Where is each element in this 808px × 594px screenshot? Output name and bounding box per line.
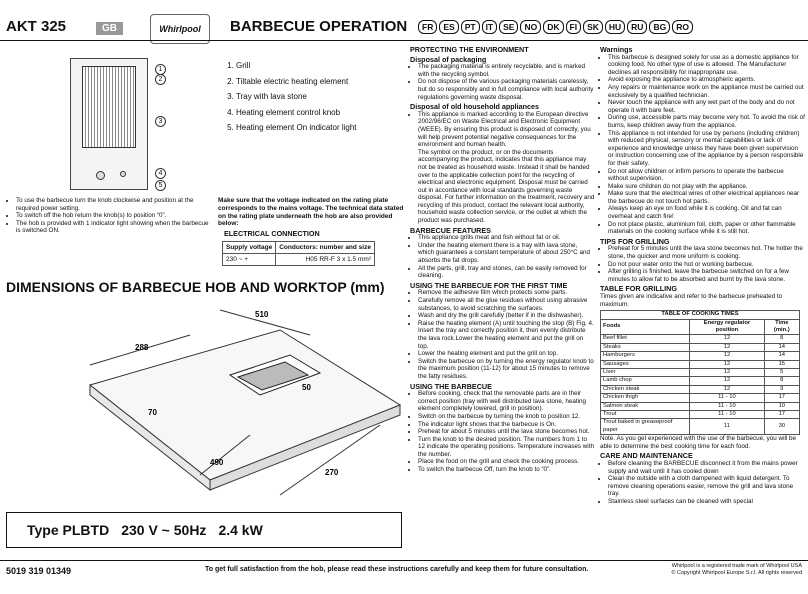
callout-2: 2 bbox=[155, 74, 166, 85]
type-voltage: 230 V ~ 50Hz bbox=[121, 522, 207, 538]
instructions-column-1 bbox=[410, 44, 595, 474]
list-item: • Preheat for about 5 minutes until the lava stone becomes hot. bbox=[418, 428, 595, 436]
table-cell: Steaks bbox=[601, 343, 690, 351]
old-appliances-heading: Disposal of old household appliances bbox=[410, 102, 539, 112]
instructions-column-2 bbox=[600, 44, 805, 506]
table-cell: Sausages bbox=[601, 360, 690, 368]
list-item: • Never touch the appliance with any wet part of the body and do not operate it with bare feet. bbox=[608, 99, 805, 114]
list-item: • Place the food on the grill and check the cooking process. bbox=[418, 458, 595, 466]
list-item: • Switch the barbecue on by turning the energy regulator knob to the maximum position (11-12) for about 15 minutes to remove the fatty residues. bbox=[418, 358, 595, 381]
table-cell: 12 bbox=[690, 352, 764, 360]
dimensions-drawing bbox=[80, 305, 405, 510]
table-row bbox=[601, 335, 800, 343]
list-item: • During use, accessible parts may become very hot. To avoid the risk of burns, keep children away from the appliance. bbox=[608, 114, 805, 129]
list-item: • Any repairs or maintenance work on the appliance must be carried out exclusively by a qualified technician. bbox=[608, 84, 805, 99]
list-item: • The indicator light shows that the barbecue is On. bbox=[418, 421, 595, 429]
list-item: • Avoid exposing the appliance to atmospheric agents. bbox=[608, 76, 805, 84]
type-power: 2.4 kW bbox=[218, 522, 263, 538]
list-item: • This barbecue is designed solely for use as a domestic appliance for cooking food. No other type of use is allowed. The Manufacturer declines all responsibility for inappropriate use. bbox=[608, 54, 805, 77]
table-cell: 12 bbox=[690, 335, 764, 343]
table-cell: 11 - 10 bbox=[690, 394, 764, 402]
conductors-value: H05 RR-F 3 x 1.5 mm² bbox=[276, 254, 375, 266]
language-tag: IT bbox=[482, 20, 498, 34]
language-list bbox=[418, 20, 693, 34]
grill-illustration bbox=[82, 66, 136, 148]
callout-4: 4 bbox=[155, 168, 166, 179]
language-tag: PT bbox=[461, 20, 480, 34]
supply-voltage-header: Supply voltage bbox=[223, 242, 276, 254]
table-cell: 12 bbox=[690, 377, 764, 385]
packaging-heading: Disposal of packaging bbox=[410, 54, 487, 64]
language-badge: GB bbox=[96, 22, 123, 35]
table-cell: Trout baked in greaseproof paper bbox=[601, 419, 690, 435]
list-item: • Make sure that the electrical wires of other electrical appliances near the barbecue do not touch hot parts. bbox=[608, 190, 805, 205]
model-number: AKT 325 bbox=[6, 18, 67, 35]
table-cell: 11 - 10 bbox=[690, 402, 764, 410]
dimensions-title: DIMENSIONS OF BARBECUE HOB AND WORKTOP (mm) bbox=[6, 279, 385, 295]
header-divider bbox=[0, 40, 808, 41]
list-item: 3. Tray with lava stone bbox=[236, 89, 357, 105]
list-item: • Carefully remove all the glue residues without using abrasive substances, to avoid scratching the surfaces. bbox=[418, 297, 595, 312]
electrical-table bbox=[222, 241, 375, 266]
first-use-heading: USING THE BARBECUE FOR THE FIRST TIME bbox=[410, 280, 568, 290]
table-cell: Trout bbox=[601, 411, 690, 419]
table-cell: 12 bbox=[690, 385, 764, 393]
list-item: • Wash and dry the grill carefully (better if in the dishwasher). bbox=[418, 312, 595, 320]
type-box bbox=[6, 512, 402, 548]
env-heading: PROTECTING THE ENVIRONMENT bbox=[410, 45, 529, 54]
table-cell: 11 - 10 bbox=[690, 411, 764, 419]
cooking-table-title: TABLE OF COOKING TIMES bbox=[601, 311, 800, 319]
list-item: 5. Heating element On indicator light bbox=[236, 120, 357, 136]
language-tag: SK bbox=[583, 20, 603, 34]
table-cell: 14 bbox=[764, 352, 799, 360]
supply-voltage-value: 230 ~ + bbox=[223, 254, 276, 266]
table-row bbox=[601, 377, 800, 385]
list-item: • Do not dispose of the various packaging materials carelessly, but do so responsibly and in full compliance with local authority regulations governing waste disposal. bbox=[418, 78, 595, 101]
document-code: 5019 319 01349 bbox=[6, 566, 72, 576]
intro-bullets bbox=[8, 197, 213, 235]
foods-header: Foods bbox=[601, 319, 690, 335]
list-item: • Before cleaning the BARBECUE disconnect it from the mains power supply and wait until it has cooled down bbox=[608, 460, 805, 475]
dim-490: 490 bbox=[210, 458, 224, 467]
list-item: • This appliance is not intended for use by persons (including children) with reduced physical, sensory or mental capabilities or lack of experience and knowledge unless they have been given supervision or instruction concerning use of the appliance by a person responsible for their safety. bbox=[608, 130, 805, 168]
list-item: • The hob is provided with 1 indicator light showing when the barbecue is switched ON. bbox=[16, 220, 213, 235]
table-cell: Chicken thigh bbox=[601, 394, 690, 402]
time-header: Time (min.) bbox=[764, 319, 799, 335]
parts-list bbox=[222, 58, 357, 136]
regulator-header: Energy regulator position bbox=[690, 319, 764, 335]
grilling-table-note: Times given are indicative and refer to the barbecue preheated to maximum. bbox=[600, 293, 783, 308]
trademark bbox=[640, 563, 802, 577]
dim-70: 70 bbox=[148, 408, 157, 417]
list-item: • The packaging material is entirely recyclable, and is marked with the recycling symbol. bbox=[418, 63, 595, 78]
table-cell: 10 bbox=[764, 402, 799, 410]
list-item: • Do not allow children or infirm persons to operate the barbecue without supervision. bbox=[608, 168, 805, 183]
list-item: • Raise the heating element (A) until touching the stop (B) Fig. 4. Insert the tray and correctly position it, then evenly distribute the lava rock.Lower the heating element and put the grill on top. bbox=[418, 320, 595, 350]
list-item: • Clean the outside with a cloth dampened with liquid detergent. To remove cleaning operations easier, remove the grill and lava stone tray. bbox=[608, 475, 805, 498]
list-item: • To use the barbecue turn the knob clockwise and position at the required power setting. bbox=[16, 197, 213, 212]
list-item: • Turn the knob to the desired position. The numbers from 1 to 12 indicate the operating positions. Temperature increases with the number. bbox=[418, 436, 595, 459]
type-label: Type PLBTD bbox=[27, 522, 110, 538]
table-cell: 12 bbox=[690, 343, 764, 351]
table-cell: Beef fillet bbox=[601, 335, 690, 343]
list-item: • To switch the barbecue Off, turn the knob to “0”. bbox=[418, 466, 595, 474]
table-cell: 17 bbox=[764, 411, 799, 419]
table-row bbox=[601, 394, 800, 402]
table-row bbox=[601, 343, 800, 351]
list-item: • To switch off the hob return the knob(s) to position “0”. bbox=[16, 212, 213, 220]
control-knob bbox=[96, 171, 105, 180]
electrical-heading: ELECTRICAL CONNECTION bbox=[224, 229, 320, 238]
cooking-times-table bbox=[600, 310, 800, 435]
language-tag: ES bbox=[439, 20, 458, 34]
features-heading: BARBECUE FEATURES bbox=[410, 225, 491, 235]
voltage-note: Make sure that the voltage indicated on the rating plate corresponds to the mains voltage. The technical data stated on the rating plate underneath the hob are also provided below: bbox=[218, 197, 404, 228]
weee-symbol-text: The symbol on the product, or on the documents accompanying the product, indicates that this appliance may not be treated as household waste. Instead it shall be handed over to the applicable collection point for the recycling of electrical and electronic equipment. Disposal must be carried out in accordance with local standards governing waste disposal. For further information on the treatment, recovery and recycling of this product, contact the relevant local authority, household waste collection service, or the outlet at which the product was purchased. bbox=[418, 148, 595, 225]
table-footnote: Note. As you get experienced with the use of the barbecue, you will be able to determine the best cooking time for each food. bbox=[600, 435, 797, 450]
table-row bbox=[601, 360, 800, 368]
trademark-line-1: Whirlpool is a registered trade mark of Whirlpool USA bbox=[671, 563, 802, 569]
list-item: • This appliance grills meat and fish without fat or oil. bbox=[418, 234, 595, 242]
warnings-heading: Warnings bbox=[600, 45, 633, 54]
list-item: • Under the heating element there is a tray with lava stone, which guarantees a constant temperature of about 250°C and absorbs the fat drops. bbox=[418, 242, 595, 265]
table-row bbox=[601, 352, 800, 360]
table-row bbox=[601, 369, 800, 377]
table-cell: 8 bbox=[764, 377, 799, 385]
dim-288: 288 bbox=[135, 343, 149, 352]
language-tag: BG bbox=[649, 20, 670, 34]
conductors-header: Conductors: number and size bbox=[276, 242, 375, 254]
dim-50: 50 bbox=[302, 383, 311, 392]
footer-divider bbox=[0, 560, 808, 561]
list-item: 4. Heating element control knob bbox=[236, 105, 357, 121]
page-title: BARBECUE OPERATION bbox=[230, 18, 408, 35]
list-item: • After grilling is finished, leave the barbecue switched on for a few minutes to allow fat to be absorbed and burnt by the lava stone. bbox=[608, 268, 805, 283]
list-item: • Do not pour water onto the hot or working barbecue. bbox=[608, 261, 805, 269]
table-cell: 14 bbox=[764, 343, 799, 351]
callout-3: 3 bbox=[155, 116, 166, 127]
table-row bbox=[601, 402, 800, 410]
dim-510: 510 bbox=[255, 310, 269, 319]
list-item: • Stainless steel surfaces can be cleaned with special bbox=[608, 498, 805, 506]
dim-270: 270 bbox=[325, 468, 339, 477]
table-cell: Hamburgers bbox=[601, 352, 690, 360]
language-tag: FR bbox=[418, 20, 437, 34]
list-item: 1. Grill bbox=[236, 58, 357, 74]
list-item: 2. Tiltable electric heating element bbox=[236, 74, 357, 90]
brand-logo: Whirlpool bbox=[150, 14, 210, 44]
indicator-light bbox=[120, 171, 126, 177]
footer-note: To get full satisfaction from the hob, please read these instructions carefully and keep them for future consultation. bbox=[205, 566, 589, 573]
table-cell: Salmon steak bbox=[601, 402, 690, 410]
table-cell: 5 bbox=[764, 369, 799, 377]
trademark-line-2: © Copyright Whirlpool Europe S.r.l. All rights reserved bbox=[671, 570, 802, 576]
callout-1: 1 bbox=[155, 64, 166, 75]
table-cell: Lamb chop bbox=[601, 377, 690, 385]
language-tag: SE bbox=[499, 20, 518, 34]
list-item: • Preheat for 5 minutes until the lava stone becomes hot. The hotter the stone, the quicker and more uniform is cooking. bbox=[608, 245, 805, 260]
language-tag: HU bbox=[605, 20, 625, 34]
language-tag: RO bbox=[672, 20, 693, 34]
grilling-table-heading: TABLE FOR GRILLING bbox=[600, 284, 677, 294]
list-item: • Do not place plastic, aluminium foil, cloth, paper or other flammable materials on the cooking surface while it is still hot. bbox=[608, 221, 805, 236]
table-cell: Liver bbox=[601, 369, 690, 377]
callout-5: 5 bbox=[155, 180, 166, 191]
table-cell: Chicken steak bbox=[601, 385, 690, 393]
table-cell: 12 bbox=[690, 369, 764, 377]
language-tag: RU bbox=[627, 20, 647, 34]
language-tag: NO bbox=[520, 20, 541, 34]
using-heading: USING THE BARBECUE bbox=[410, 381, 492, 391]
tips-heading: TIPS FOR GRILLING bbox=[600, 236, 670, 246]
list-item: • Always keep an eye on food while it is cooking. Oil and fat can overheat and catch fire! bbox=[608, 205, 805, 220]
list-item: • All the parts, grill, tray and stones, can be easily removed for cleaning. bbox=[418, 265, 595, 280]
list-item: • Lower the heating element and put the grill on top. bbox=[418, 350, 595, 358]
table-cell: 17 bbox=[764, 394, 799, 402]
table-cell: 30 bbox=[764, 419, 799, 435]
table-cell: 9 bbox=[764, 385, 799, 393]
table-cell: 12 bbox=[690, 360, 764, 368]
list-item: • Before cooking, check that the removable parts are in their correct position (tray with well distributed lava stone, heating element completely lowered, grill in position). bbox=[418, 390, 595, 413]
language-tag: FI bbox=[566, 20, 582, 34]
list-item: • Remove the adhesive film which protects some parts. bbox=[418, 289, 595, 297]
table-row bbox=[601, 385, 800, 393]
table-cell: 11 bbox=[690, 419, 764, 435]
table-row bbox=[601, 411, 800, 419]
list-item: • Switch on the barbecue by turning the knob to position 12. bbox=[418, 413, 595, 421]
table-row bbox=[601, 419, 800, 435]
table-cell: 8 bbox=[764, 335, 799, 343]
language-tag: DK bbox=[543, 20, 563, 34]
list-item: • Make sure children do not play with the appliance. bbox=[608, 183, 805, 191]
list-item: • This appliance is marked according to the European directive 2002/96/EC on Waste Electrical and Electronic Equipment (WEEE). By ensuring this product is disposed of correctly, you will help prevent potential negative consequences for the environment and human health. bbox=[418, 111, 595, 149]
table-cell: 15 bbox=[764, 360, 799, 368]
care-heading: CARE AND MAINTENANCE bbox=[600, 451, 693, 461]
